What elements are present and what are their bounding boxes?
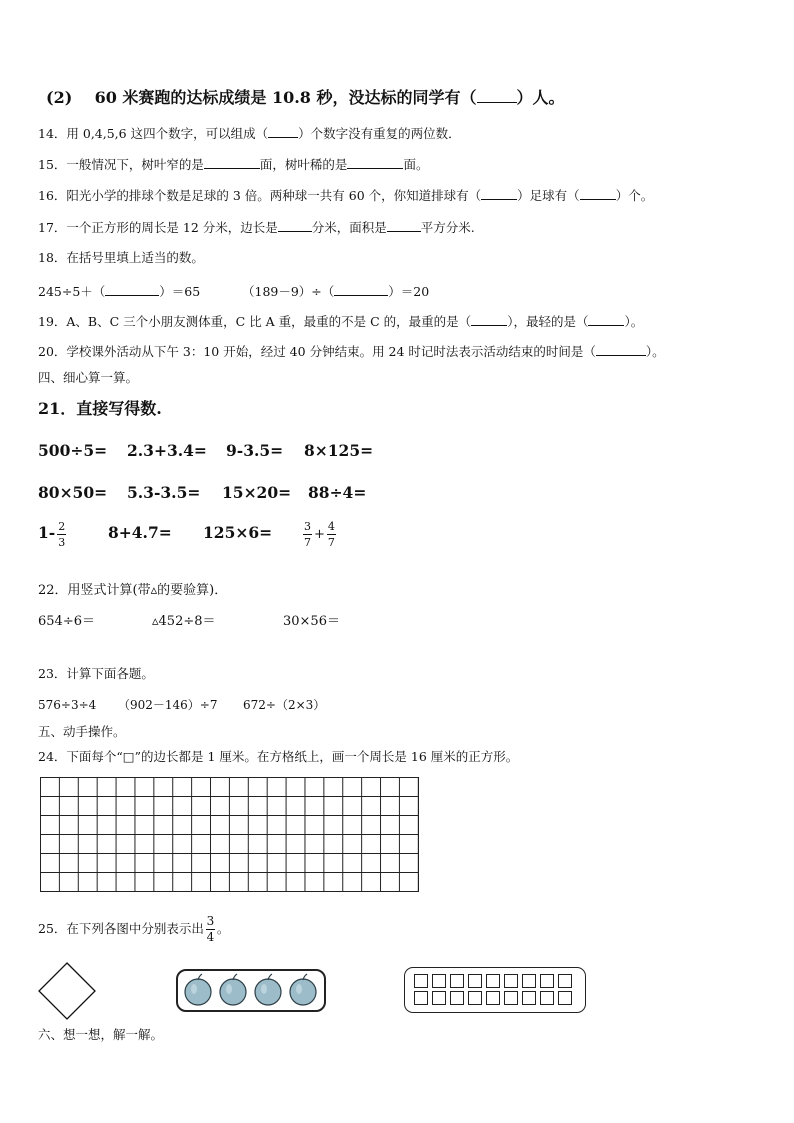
q14-close: ）个数字没有重复的两位数． [298,126,461,141]
fraction-bar [57,534,66,535]
square-grid-paper[interactable] [40,777,419,892]
q23-title: 23．计算下面各题。 [38,666,154,681]
q19-text-b: ），最轻的是（ [507,314,589,329]
q23-item: 672÷（2×3） [243,698,326,712]
q20-text-b: ）。 [645,344,665,359]
q18-expr2-b: ）＝20 [388,284,430,299]
q21-item: 9-3.5= [226,441,284,460]
q21-item: 88÷4= [308,483,367,502]
q15-text-a: 15．一般情况下，树叶窄的是 [38,157,204,172]
q21-item: 8+4.7= [108,523,172,542]
question-19 [38,313,643,330]
q21-item: 8×125= [304,441,374,460]
q21-item-fraction-sum [301,516,338,552]
small-square[interactable] [558,991,572,1005]
fraction [327,520,336,549]
q21-item: 80×50= [38,483,108,502]
question-17 [38,219,475,236]
apple-icon [185,979,211,1005]
q17-text-a: 17．一个正方形的周长是 12 分米，边长是 [38,220,278,235]
fraction-numerator: 2 [58,519,66,533]
q23-item: （902－146）÷7 [118,698,218,712]
q13-part2 [46,88,565,108]
small-square[interactable] [432,991,446,1005]
small-square[interactable] [486,974,500,988]
q18-expr-1 [38,283,200,300]
q19-text-a: 19．A、B、C 三个小朋友测体重，C 比 A 重，最重的不是 C 的，最重的是（ [38,314,472,329]
question-14 [38,125,461,142]
q21-one-minus: 1- [38,523,56,542]
plus-sign: + [314,527,325,542]
q16-text-c: ）个。 [615,188,654,203]
fraction-denominator: 7 [327,535,335,549]
small-square[interactable] [504,991,518,1005]
answer-blank[interactable] [471,313,507,326]
small-square[interactable] [450,991,464,1005]
fraction-numerator: 3 [304,519,311,533]
small-squares-grid [414,974,572,1005]
answer-blank[interactable] [387,219,421,232]
small-square[interactable] [468,974,482,988]
small-square[interactable] [450,974,464,988]
small-square[interactable] [558,974,572,988]
fraction-numerator: 3 [206,914,215,928]
small-square[interactable] [414,991,428,1005]
q19-text-c: ）。 [624,314,644,329]
q21-item: 2.3+3.4= [127,441,207,460]
q22-item: 30×56＝ [283,614,340,629]
question-15 [38,156,428,173]
apple-highlight [261,984,267,994]
question-20 [38,343,665,360]
section-4-heading: 四、细心算一算。 [38,370,139,385]
fraction-denominator: 3 [58,535,66,549]
small-square[interactable] [486,991,500,1005]
apple-icon [290,979,316,1005]
q21-item: 500÷5= [38,441,108,460]
answer-blank[interactable] [278,219,312,232]
small-square[interactable] [432,974,446,988]
q21-item: 15×20= [222,483,292,502]
q22-item: ▵452÷8＝ [152,614,216,629]
answer-blank[interactable] [204,156,260,169]
q17-text-b: 分米，面积是 [311,220,387,235]
q16-text-b: ）足球有（ [517,188,580,203]
answer-blank[interactable] [268,125,298,138]
diamond-shape[interactable] [36,961,98,1021]
answer-blank[interactable] [477,90,517,103]
apple-icon [220,979,246,1005]
section-6-heading: 六、想一想，解一解。 [38,1027,164,1042]
apple-icon [255,979,281,1005]
q18-expr2-a: （189－9）÷（ [242,284,335,299]
fraction [206,915,215,944]
fraction [57,520,66,549]
answer-blank[interactable] [596,343,646,356]
q22-item: 654÷6＝ [38,614,95,629]
question-16 [38,187,653,204]
answer-blank[interactable] [588,313,624,326]
small-square[interactable] [540,974,554,988]
q18-expr1-b: ）＝65 [159,284,201,299]
apple-highlight [296,984,302,994]
q14-text: 14．用 0,4,5,6 这四个数字，可以组成（ [38,126,269,141]
q21-item-fraction [38,516,68,550]
small-square[interactable] [414,974,428,988]
q21-item: 125×6= [203,523,273,542]
square-box-figure[interactable] [404,967,586,1013]
q21-item: 5.3-3.5= [127,483,201,502]
q23-item: 576÷3÷4 [38,698,97,712]
answer-blank[interactable] [481,187,517,200]
answer-blank[interactable] [347,156,403,169]
q25-text [38,912,229,946]
small-square[interactable] [522,974,536,988]
apples-group [178,971,324,1010]
answer-blank[interactable] [105,283,159,296]
q22-title: 22．用竖式计算(带▵的要验算)． [38,583,228,598]
q25-text-main: 25．在下列各图中分别表示出 [38,921,204,936]
fraction-denominator: 4 [206,930,215,944]
q16-text-a: 16．阳光小学的排球个数是足球的 3 倍。两种球一共有 60 个，你知道排球有（ [38,188,482,203]
small-square[interactable] [504,974,518,988]
q24-text: 24．下面每个“□”的边长都是 1 厘米。在方格纸上，画一个周长是 16 厘米的正方形。 [38,749,519,764]
q20-text-a: 20．学校课外活动从下午 3：10 开始，经过 40 分钟结束。用 24 时记时法表示活动结束的时间是（ [38,344,596,359]
fraction [303,520,312,549]
apple-box-figure[interactable] [176,969,326,1012]
answer-blank[interactable] [334,283,388,296]
fraction-bar [327,534,336,535]
apple-highlight [191,984,197,994]
q18-expr1-a: 245÷5＋（ [38,284,106,299]
q15-text-b: 面，树叶稀的是 [259,157,348,172]
q13-part2-close: ）人。 [516,88,565,107]
small-square[interactable] [468,991,482,1005]
q25-end: 。 [216,921,230,936]
fraction-denominator: 7 [304,535,311,549]
q17-text-c: 平方分米. [420,220,475,235]
q18-title: 18．在括号里填上适当的数。 [38,250,204,265]
fraction-numerator: 4 [327,519,335,533]
q15-text-c: 面。 [403,157,429,172]
fraction-bar [303,534,312,535]
apple-highlight [226,984,232,994]
small-square[interactable] [522,991,536,1005]
small-square[interactable] [540,991,554,1005]
q18-expr-2 [242,283,429,300]
q13-part2-text: 60 米赛跑的达标成绩是 10.8 秒，没达标的同学有（ [94,88,477,107]
q13-part2-number: (2) [46,88,73,107]
answer-blank[interactable] [580,187,616,200]
section-5-heading: 五、动手操作。 [38,724,126,739]
q21-title: 21．直接写得数. [38,399,162,418]
